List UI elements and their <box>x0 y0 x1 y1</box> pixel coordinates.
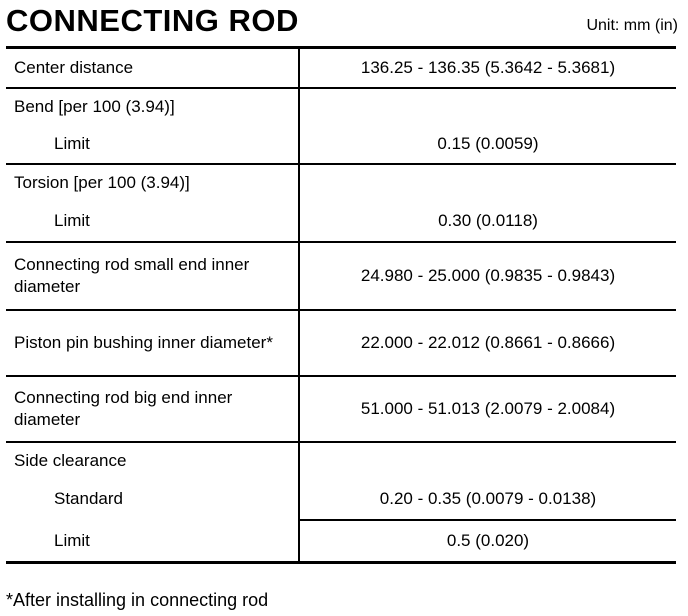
row-label: Center distance <box>14 58 134 77</box>
table-row <box>6 165 676 201</box>
row-label: Limit <box>54 134 90 153</box>
row-value <box>298 443 676 479</box>
row-value: 0.30 (0.0118) <box>298 201 676 241</box>
row-label: Connecting rod big end inner diameter <box>14 388 233 429</box>
table-row <box>6 243 676 311</box>
row-label: Piston pin bushing inner diameter* <box>14 333 273 352</box>
row-label: Limit <box>54 531 90 550</box>
row-value: 136.25 - 136.35 (5.3642 - 5.3681) <box>298 49 676 87</box>
row-value: 0.20 - 0.35 (0.0079 - 0.0138) <box>298 479 676 519</box>
row-value <box>298 165 676 201</box>
table-row <box>6 521 676 561</box>
row-value: 51.000 - 51.013 (2.0079 - 2.0084) <box>298 377 676 441</box>
row-label: Bend [per 100 (3.94)] <box>14 97 175 116</box>
table-row <box>6 311 676 377</box>
unit-label: Unit: mm (in) <box>586 17 678 34</box>
page-title: CONNECTING ROD <box>6 3 299 38</box>
table-row <box>6 443 676 479</box>
footnote: *After installing in connecting rod <box>6 590 269 610</box>
row-value <box>298 89 676 125</box>
table-row <box>6 479 676 519</box>
row-label: Side clearance <box>14 451 127 470</box>
row-value: 0.5 (0.020) <box>298 521 676 561</box>
row-label: Connecting rod small end inner diameter <box>14 255 250 296</box>
row-label: Limit <box>54 211 90 230</box>
table-row <box>6 377 676 443</box>
row-value: 22.000 - 22.012 (0.8661 - 0.8666) <box>298 311 676 375</box>
header <box>6 2 682 42</box>
spec-table <box>6 46 676 564</box>
table-row <box>6 49 676 89</box>
row-label: Torsion [per 100 (3.94)] <box>14 173 190 192</box>
table-row <box>6 125 676 165</box>
row-value: 24.980 - 25.000 (0.9835 - 0.9843) <box>298 243 676 309</box>
table-row <box>6 201 676 243</box>
row-value: 0.15 (0.0059) <box>298 125 676 163</box>
table-row <box>6 89 676 125</box>
row-label: Standard <box>54 489 123 508</box>
